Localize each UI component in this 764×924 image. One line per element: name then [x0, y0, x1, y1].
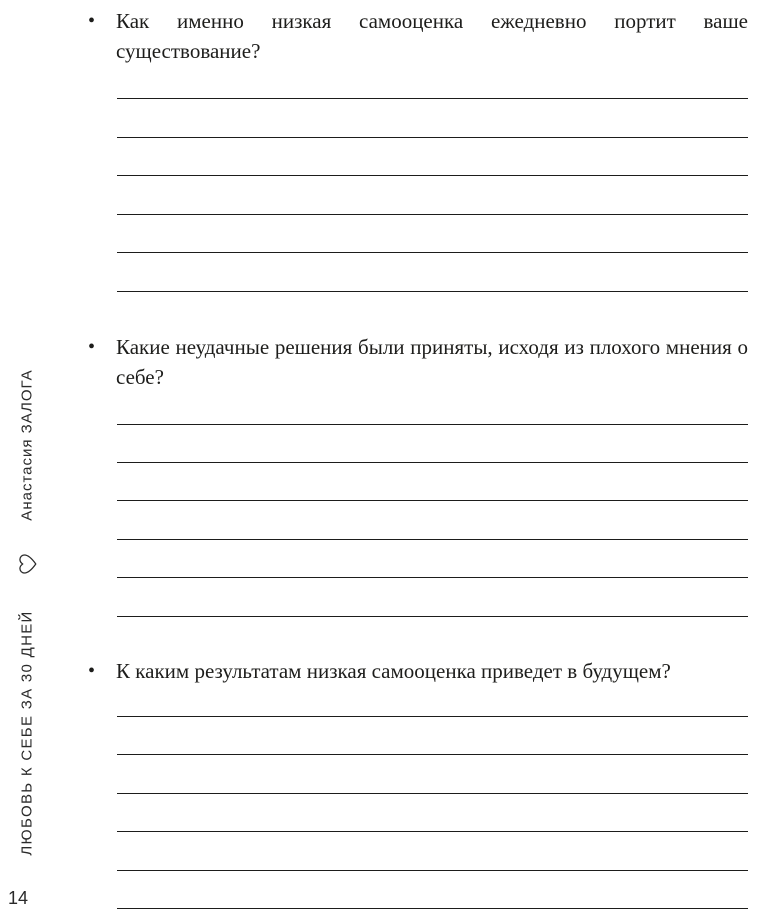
answer-line[interactable]	[117, 793, 748, 794]
question-text: К каким результатам низкая самооценка приведет в будущем?	[116, 659, 671, 683]
answer-line[interactable]	[117, 424, 748, 425]
answer-line[interactable]	[117, 137, 748, 138]
question-2	[88, 332, 750, 392]
bullet: •	[88, 10, 96, 32]
answer-line[interactable]	[117, 175, 748, 176]
answer-line[interactable]	[117, 616, 748, 617]
answer-line[interactable]	[117, 716, 748, 717]
heart-outline-icon	[17, 553, 39, 575]
bullet: •	[88, 660, 96, 682]
answer-line[interactable]	[117, 539, 748, 540]
question-text: Какие неудачные решения были приняты, исходя из плохого мнения о себе?	[116, 335, 748, 389]
running-head	[0, 0, 60, 924]
answer-line[interactable]	[117, 754, 748, 755]
answer-line[interactable]	[117, 214, 748, 215]
answer-line[interactable]	[117, 462, 748, 463]
answer-line[interactable]	[117, 252, 748, 253]
answer-line[interactable]	[117, 98, 748, 99]
answer-line[interactable]	[117, 291, 748, 292]
answer-line[interactable]	[117, 577, 748, 578]
question-text: Как именно низкая самооценка ежедневно портит ваше существование?	[116, 9, 748, 63]
bullet: •	[88, 336, 96, 358]
question-1	[88, 6, 750, 66]
answer-line[interactable]	[117, 500, 748, 501]
answer-line[interactable]	[117, 908, 748, 909]
answer-line[interactable]	[117, 870, 748, 871]
answer-line[interactable]	[117, 831, 748, 832]
page-number: 14	[8, 888, 29, 908]
author-name: Анастасия ЗАЛОГА	[18, 369, 36, 521]
book-title: ЛЮБОВЬ К СЕБЕ ЗА 30 ДНЕЙ	[18, 610, 36, 856]
question-3	[88, 656, 750, 686]
